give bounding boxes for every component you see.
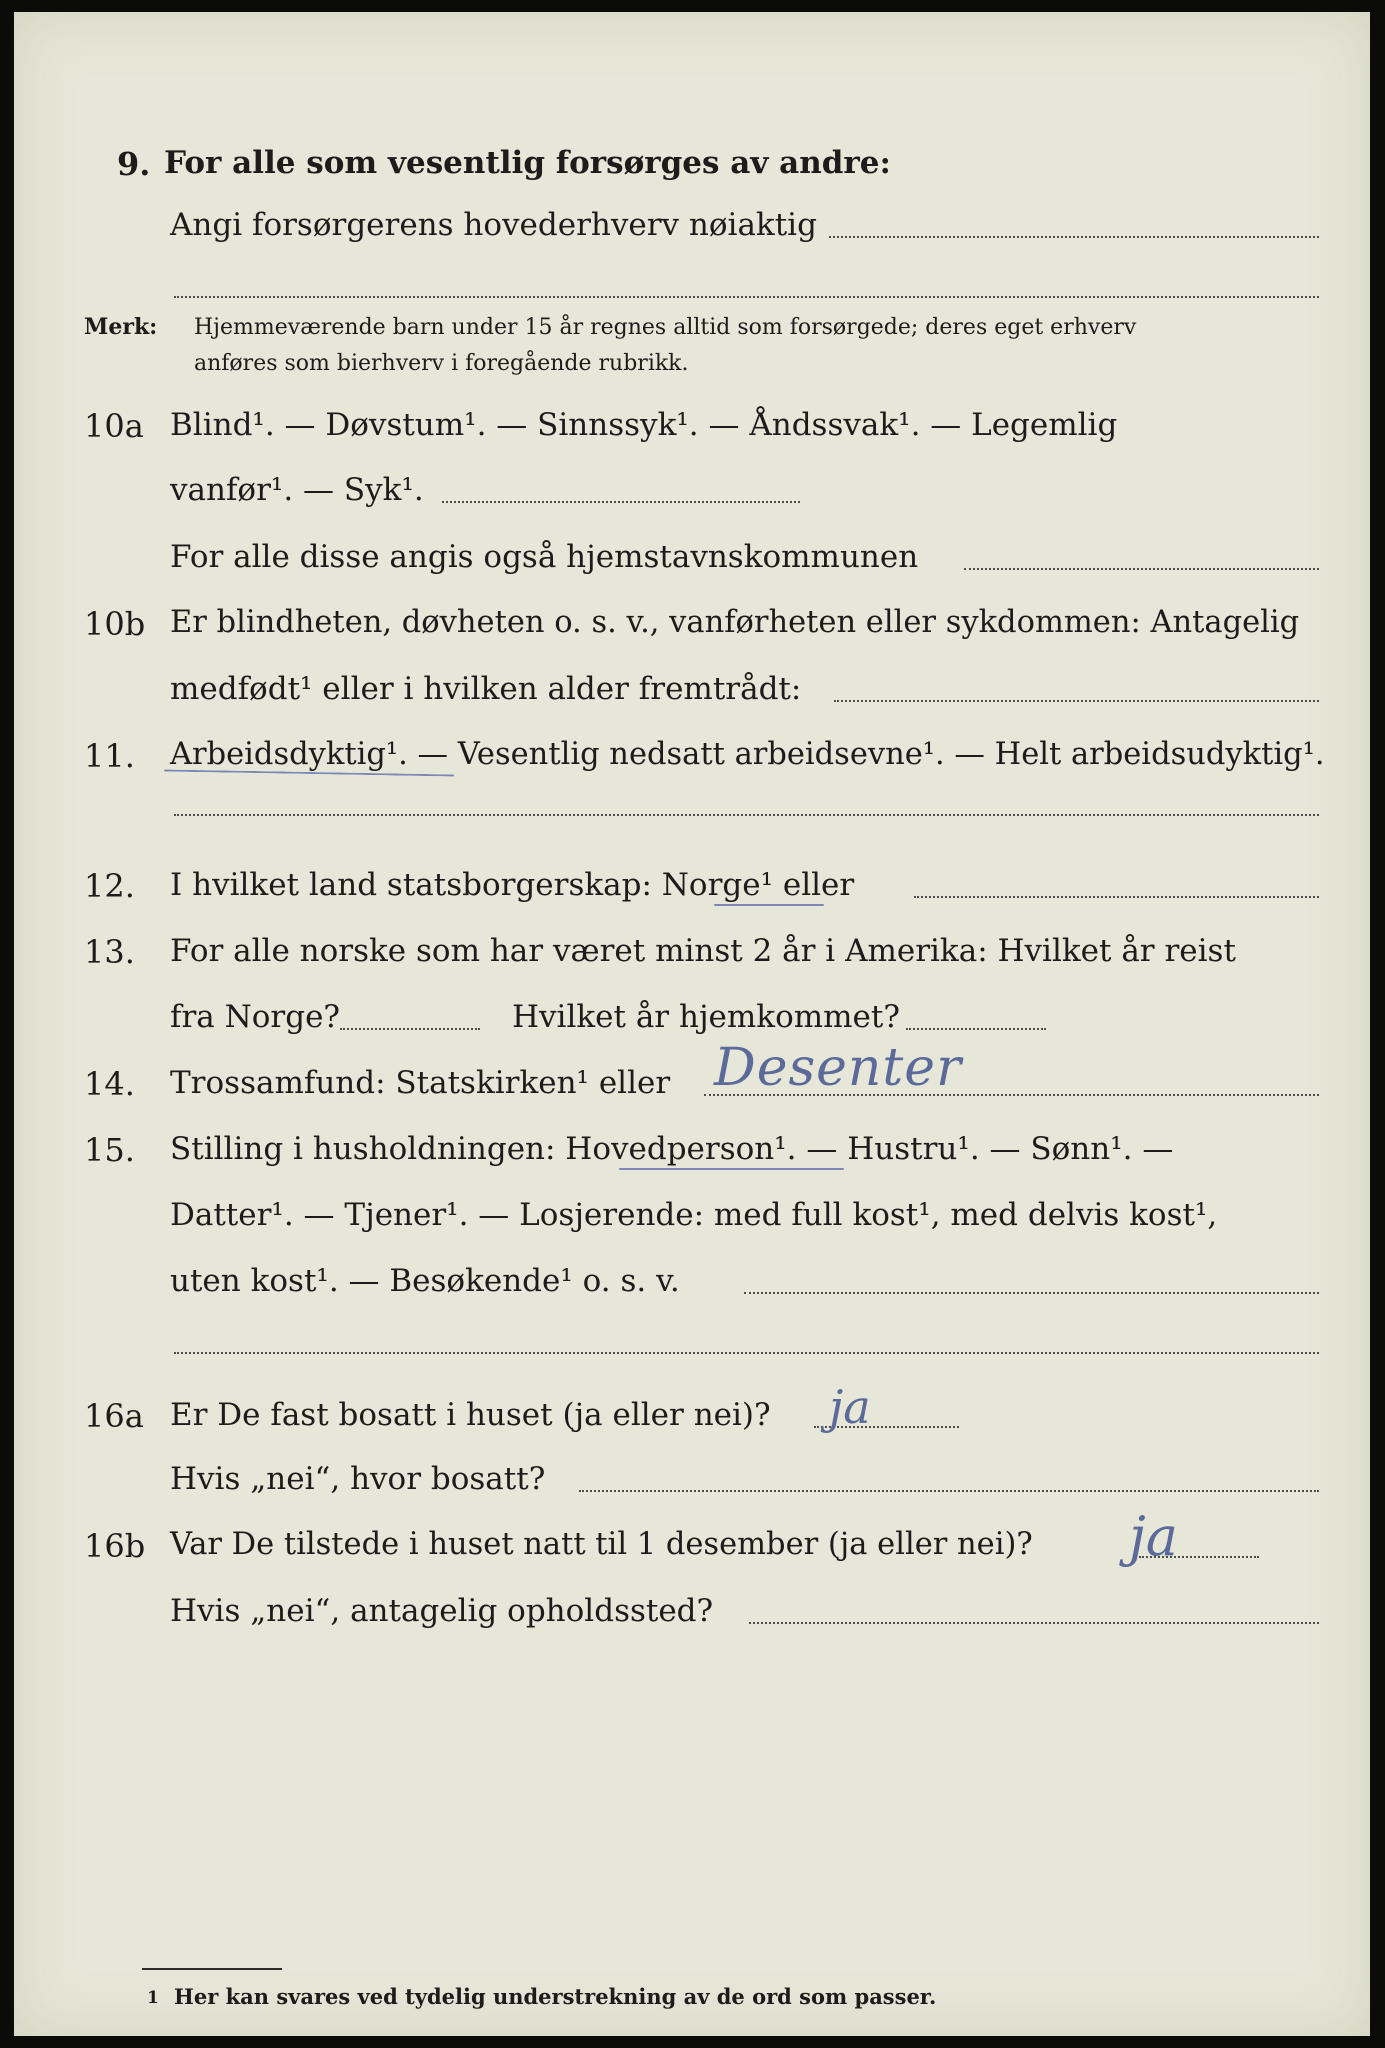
q9-line: Angi forsørgerens hovederhverv nøiaktig <box>170 207 817 243</box>
merk-line-2: anføres som bierhverv i foregående rubrikk. <box>194 351 689 376</box>
q16b-number: 16b <box>84 1527 146 1565</box>
merk-label: Merk: <box>84 314 158 340</box>
q15-line-2: Datter¹. — Tjener¹. — Losjerende: med full kost¹, med delvis kost¹, <box>170 1197 1218 1233</box>
q13-line-2a: fra Norge? <box>170 999 341 1035</box>
q10b-line-2: medfødt¹ eller i hvilken alder fremtrådt: <box>170 671 802 707</box>
q10b-answer-line[interactable] <box>834 700 1319 702</box>
q15-number: 15. <box>84 1131 135 1169</box>
q10a-number: 10a <box>84 407 144 445</box>
footnote-mark: 1 <box>147 1988 159 2008</box>
q14-number: 14. <box>84 1065 135 1103</box>
q9-number: 9. <box>117 145 151 183</box>
q9-answer-line[interactable] <box>829 236 1319 238</box>
q16a-handwritten-answer: ja <box>829 1380 871 1434</box>
census-form-page <box>14 12 1370 2036</box>
q16b-opholdssted-answer-line[interactable] <box>749 1622 1319 1624</box>
q14-line-1: Trossamfund: Statskirken¹ eller <box>170 1065 671 1101</box>
q10b-line-1: Er blindheten, døvheten o. s. v., vanførheten eller sykdommen: Antagelig <box>170 605 1300 640</box>
q15-answer-line-2[interactable] <box>174 1352 1319 1354</box>
q11-answer-line[interactable] <box>174 814 1319 816</box>
q15-line-3: uten kost¹. — Besøkende¹ o. s. v. <box>170 1263 680 1299</box>
merk-line-1: Hjemmeværende barn under 15 år regnes alltid som forsørgede; deres eget erhverv <box>194 315 1137 340</box>
q9-title: For alle som vesentlig forsørges av andre: <box>164 145 891 181</box>
q10a-line-2: vanfør¹. — Syk¹. <box>170 472 424 508</box>
q9-answer-line-2[interactable] <box>174 296 1319 298</box>
q14-handwritten-answer: Desenter <box>714 1038 962 1098</box>
q11-line-1: Arbeidsdyktig¹. — Vesentlig nedsatt arbeidsevne¹. — Helt arbeidsudyktig¹. <box>170 737 1325 772</box>
q16b-line-1: Var De tilstede i huset natt til 1 desember (ja eller nei)? <box>170 1527 1033 1562</box>
footnote-rule <box>142 1968 282 1970</box>
q16b-handwritten-answer: ja <box>1129 1505 1178 1568</box>
q12-line-1: I hvilket land statsborgerskap: Norge¹ eller <box>170 867 855 903</box>
q10a-line-3: For alle disse angis også hjemstavnskommunen <box>170 539 919 575</box>
q15-line-1: Stilling i husholdningen: Hovedperson¹. — Hustru¹. — Sønn¹. — <box>170 1131 1174 1167</box>
q13-line-2b: Hvilket år hjemkommet? <box>512 999 900 1035</box>
q10a-line-1: Blind¹. — Døvstum¹. — Sinnssyk¹. — Åndssvak¹. — Legemlig <box>170 407 1118 443</box>
q10a-hjemstavn-answer-line[interactable] <box>964 568 1319 570</box>
q13-reist-answer-line[interactable] <box>340 1028 480 1030</box>
q16b-line-2: Hvis „nei“, antagelig opholdssted? <box>170 1593 714 1629</box>
q12-norge-underline <box>714 904 824 906</box>
q15-answer-line[interactable] <box>744 1292 1319 1294</box>
q16a-bosatt-answer-line[interactable] <box>579 1490 1319 1492</box>
q13-number: 13. <box>84 933 135 971</box>
footnote-text: Her kan svares ved tydelig understrekning av de ord som passer. <box>174 1984 937 2009</box>
q16a-line-2: Hvis „nei“, hvor bosatt? <box>170 1461 546 1497</box>
q16a-line-1: Er De fast bosatt i huset (ja eller nei)? <box>170 1397 771 1433</box>
q12-answer-line[interactable] <box>914 896 1319 898</box>
q16a-number: 16a <box>84 1397 144 1435</box>
q13-hjemkommet-answer-line[interactable] <box>906 1028 1046 1030</box>
q11-number: 11. <box>84 737 135 775</box>
q10a-syk-answer-line[interactable] <box>442 501 800 503</box>
q13-line-1: For alle norske som har været minst 2 år i Amerika: Hvilket år reist <box>170 933 1236 969</box>
q12-number: 12. <box>84 867 135 905</box>
q15-hovedperson-underline <box>619 1168 844 1170</box>
q10b-number: 10b <box>84 605 146 643</box>
